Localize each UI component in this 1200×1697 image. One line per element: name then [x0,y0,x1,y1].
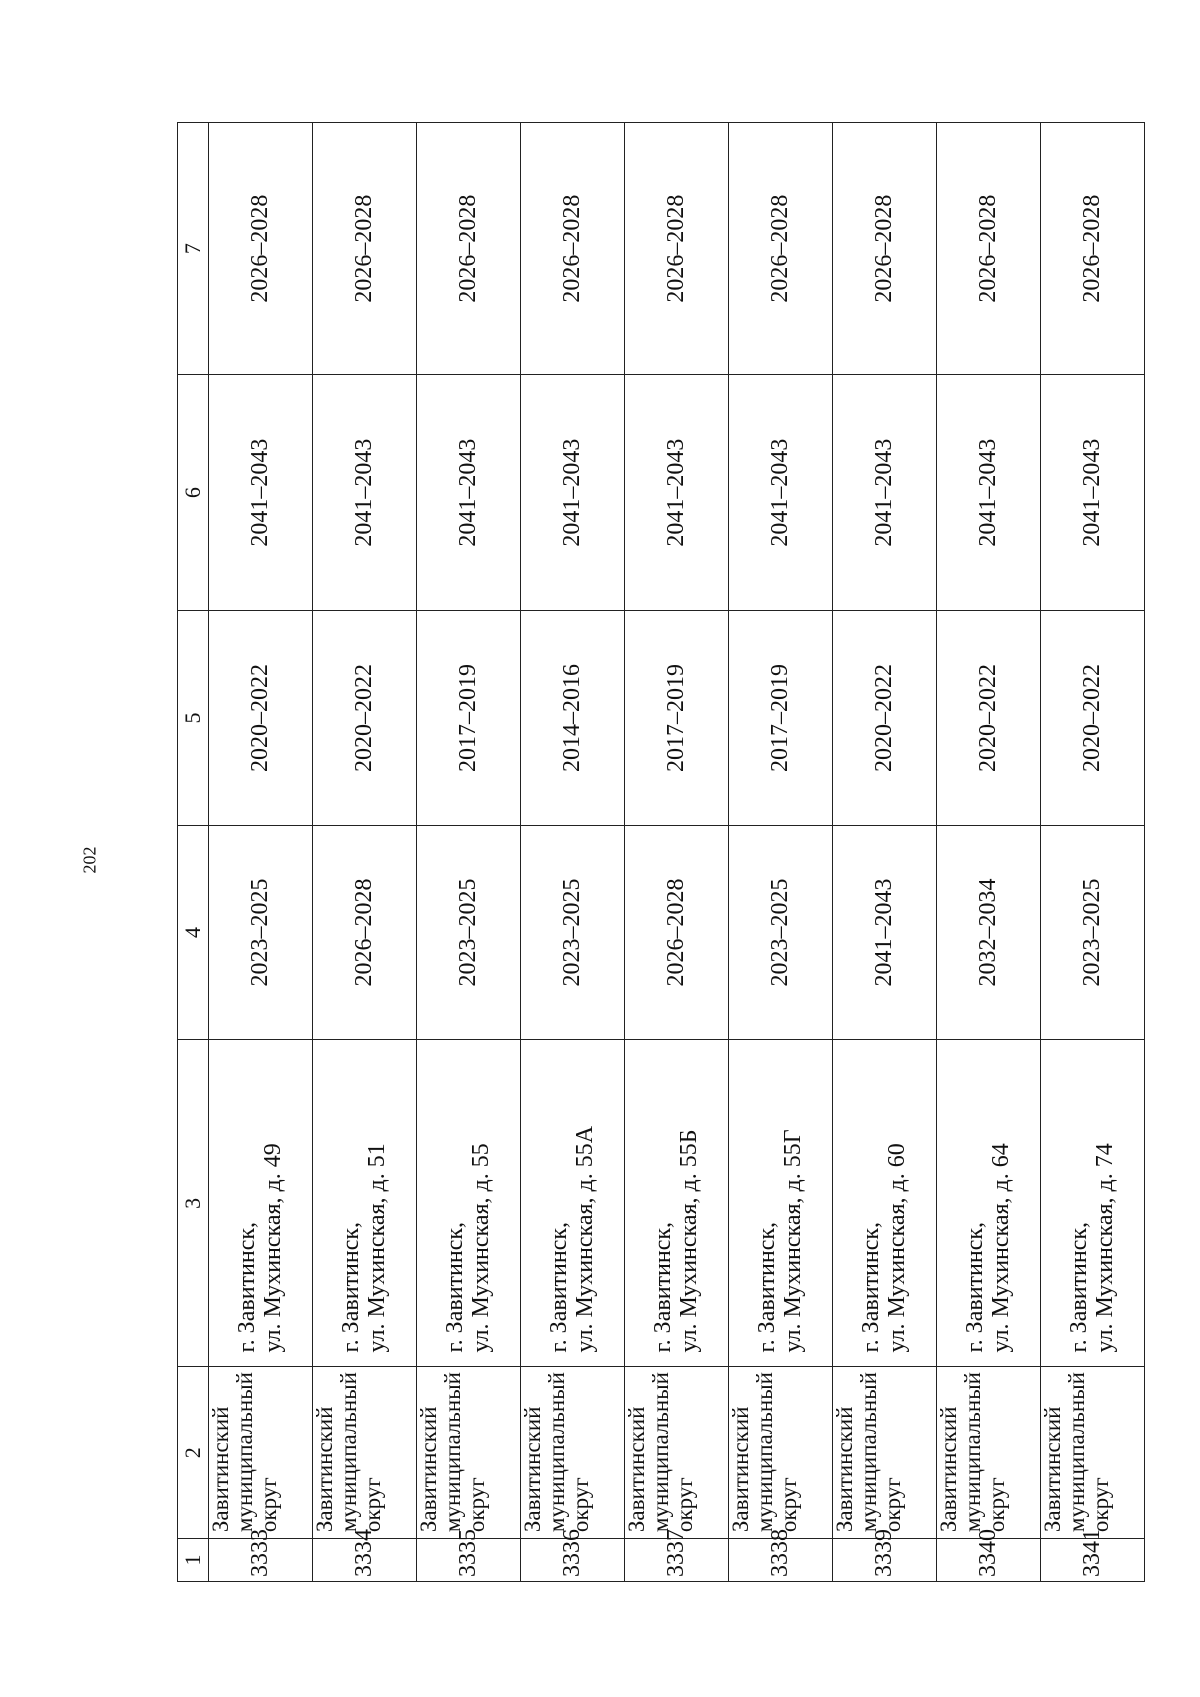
address-city: г. Завитинск, [338,1221,365,1353]
address-street: ул. Мухинская, д. 74 [1091,1143,1118,1353]
page-number: 202 [79,846,100,874]
district-cell: Завитинский муниципальный округ [417,1367,521,1539]
address-city: г. Завитинск, [858,1221,885,1353]
period-col-7: 2026–2028 [833,123,937,375]
period-col-4: 2023–2025 [417,825,521,1040]
address-street: ул. Мухинская, д. 55Г [779,1129,806,1353]
period-col-5: 2017–2019 [625,611,729,826]
address-street: ул. Мухинская, д. 64 [987,1143,1014,1353]
period-col-6: 2041–2043 [521,375,625,611]
header-col-5: 5 [178,611,209,826]
period-col-7: 2026–2028 [209,123,313,375]
table-row [625,123,729,1582]
period-col-5: 2017–2019 [729,611,833,826]
address-street: ул. Мухинская, д. 51 [363,1143,390,1353]
district-cell: Завитинский муниципальный округ [1041,1367,1145,1539]
table-row [937,123,1041,1582]
address-cell [625,1040,729,1367]
address-cell [209,1040,313,1367]
row-number: 3333 [209,1539,313,1582]
period-col-7: 2026–2028 [937,123,1041,375]
address-cell [313,1040,417,1367]
table-row [521,123,625,1582]
schedule-table [177,122,1145,1582]
table-row [417,123,521,1582]
period-col-6: 2041–2043 [937,375,1041,611]
row-number: 3335 [417,1539,521,1582]
table-row [729,123,833,1582]
address-cell [1041,1040,1145,1367]
address-cell [521,1040,625,1367]
district-cell: Завитинский муниципальный округ [521,1367,625,1539]
period-col-7: 2026–2028 [1041,123,1145,375]
table-row [1041,123,1145,1582]
header-col-6: 6 [178,375,209,611]
row-number: 3339 [833,1539,937,1582]
district-cell: Завитинский муниципальный округ [729,1367,833,1539]
address-city: г. Завитинск, [234,1221,261,1353]
header-col-3: 3 [178,1040,209,1367]
district-cell: Завитинский муниципальный округ [937,1367,1041,1539]
period-col-4: 2032–2034 [937,825,1041,1040]
period-col-7: 2026–2028 [313,123,417,375]
period-col-5: 2020–2022 [313,611,417,826]
address-street: ул. Мухинская, д. 49 [259,1143,286,1353]
row-number: 3338 [729,1539,833,1582]
period-col-4: 2041–2043 [833,825,937,1040]
period-col-4: 2026–2028 [313,825,417,1040]
period-col-4: 2023–2025 [1041,825,1145,1040]
district-cell: Завитинский муниципальный округ [313,1367,417,1539]
period-col-5: 2014–2016 [521,611,625,826]
row-number: 3341 [1041,1539,1145,1582]
period-col-6: 2041–2043 [417,375,521,611]
table-row [313,123,417,1582]
period-col-4: 2023–2025 [521,825,625,1040]
address-city: г. Завитинск, [754,1221,781,1353]
period-col-6: 2041–2043 [1041,375,1145,611]
district-cell: Завитинский муниципальный округ [209,1367,313,1539]
address-cell [937,1040,1041,1367]
period-col-5: 2020–2022 [833,611,937,826]
rotated-table-frame [177,122,1197,1582]
address-city: г. Завитинск, [442,1221,469,1353]
header-row [178,123,209,1582]
table-header [178,123,209,1582]
row-number: 3340 [937,1539,1041,1582]
period-col-6: 2041–2043 [625,375,729,611]
table-container [177,122,1197,1582]
period-col-7: 2026–2028 [521,123,625,375]
district-cell: Завитинский муниципальный округ [625,1367,729,1539]
address-cell [729,1040,833,1367]
address-city: г. Завитинск, [546,1221,573,1353]
period-col-6: 2041–2043 [313,375,417,611]
period-col-7: 2026–2028 [417,123,521,375]
period-col-4: 2023–2025 [729,825,833,1040]
header-col-4: 4 [178,825,209,1040]
row-number: 3337 [625,1539,729,1582]
address-cell [417,1040,521,1367]
period-col-6: 2041–2043 [209,375,313,611]
address-street: ул. Мухинская, д. 60 [883,1143,910,1353]
header-col-7: 7 [178,123,209,375]
address-street: ул. Мухинская, д. 55 [467,1143,494,1353]
row-number: 3336 [521,1539,625,1582]
header-col-2: 2 [178,1367,209,1539]
period-col-4: 2023–2025 [209,825,313,1040]
period-col-7: 2026–2028 [625,123,729,375]
address-city: г. Завитинск, [650,1221,677,1353]
table-row [833,123,937,1582]
period-col-5: 2017–2019 [417,611,521,826]
period-col-6: 2041–2043 [729,375,833,611]
period-col-5: 2020–2022 [1041,611,1145,826]
period-col-4: 2026–2028 [625,825,729,1040]
table-body [209,123,1145,1582]
row-number: 3334 [313,1539,417,1582]
district-cell: Завитинский муниципальный округ [833,1367,937,1539]
address-cell [833,1040,937,1367]
period-col-5: 2020–2022 [937,611,1041,826]
table-row [209,123,313,1582]
period-col-5: 2020–2022 [209,611,313,826]
period-col-6: 2041–2043 [833,375,937,611]
period-col-7: 2026–2028 [729,123,833,375]
header-col-1: 1 [178,1539,209,1582]
address-city: г. Завитинск, [962,1221,989,1353]
address-city: г. Завитинск, [1066,1221,1093,1353]
address-street: ул. Мухинская, д. 55Б [675,1129,702,1353]
address-street: ул. Мухинская, д. 55А [571,1125,598,1353]
